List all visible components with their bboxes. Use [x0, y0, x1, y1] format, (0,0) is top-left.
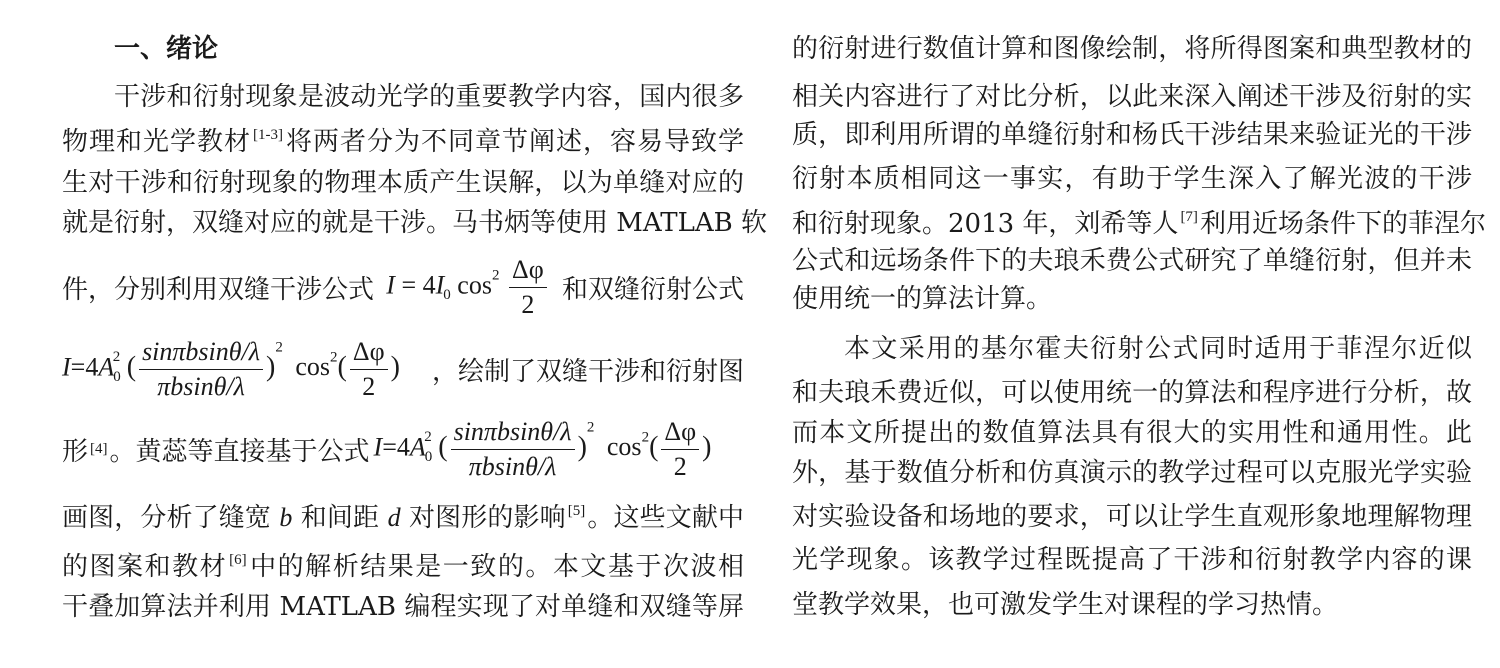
math-symbol: 4 — [85, 351, 99, 381]
fraction-numerator: Δφ — [509, 257, 547, 288]
fraction-numerator: sinπbsinθ/λ — [451, 419, 575, 450]
math-superscript: 2 — [275, 338, 283, 355]
math-symbol: A — [409, 431, 426, 461]
math-symbol: I — [373, 431, 383, 461]
math-symbol: cos — [457, 269, 492, 299]
fraction — [509, 254, 547, 319]
math-superscript: 2 — [112, 348, 121, 365]
formula-line-3 — [62, 418, 744, 480]
math-superscript: 2 — [330, 348, 338, 365]
math-subscript: 0 — [113, 368, 121, 385]
math-symbol: 4 — [396, 431, 410, 461]
paragraph-line: 而本文所提出的数值算法具有很大的实用性和通用性。此 — [792, 418, 1472, 448]
text-span: 形 — [62, 436, 89, 467]
math-paren: ( — [649, 430, 659, 462]
math-paren: ) — [266, 350, 276, 382]
paragraph-line: 本文采用的基尔霍夫衍射公式同时适用于菲涅尔近似 — [844, 334, 1472, 364]
text-span: 物理和光学教材 — [62, 127, 251, 157]
variable: d — [387, 503, 401, 532]
fraction-denominator: 2 — [362, 371, 376, 401]
fraction-numerator: Δφ — [661, 419, 699, 450]
citation: [4] — [90, 440, 108, 457]
paragraph-line: 堂教学效果，也可激发学生对课程的学习热情。 — [792, 590, 1339, 620]
text-span: 利用近场条件下的菲涅尔 — [1199, 209, 1486, 239]
text-span: 和间距 — [300, 503, 380, 533]
text-span: 中的解析结果是一致的。本文基于次波相 — [248, 552, 744, 582]
fraction-denominator: πbsinθ/λ — [468, 451, 557, 481]
math-superscript: 2 — [424, 428, 432, 445]
text-span: 和双缝衍射公式 — [561, 274, 744, 305]
math-symbol: cos — [606, 431, 642, 461]
text-span: 画图，分析了缝宽 — [62, 503, 272, 533]
math-paren: ) — [577, 430, 587, 462]
math-paren: ) — [702, 430, 712, 462]
citation: [1-3] — [253, 127, 283, 143]
variable: b — [279, 503, 293, 532]
math-symbol: = — [70, 351, 86, 381]
math-superscript: 2 — [641, 428, 650, 445]
math-symbol: = — [382, 431, 397, 461]
formula-line-2 — [62, 338, 744, 400]
text-span: ，绘制了双缝干涉和衍射图 — [431, 356, 744, 387]
math-symbol: 4 — [422, 269, 436, 299]
text-span: 。这些文献中 — [587, 503, 744, 533]
paragraph-line: 干涉和衍射现象是波动光学的重要教学内容，国内很多 — [114, 82, 744, 112]
math-symbol: = — [401, 269, 417, 299]
interference-formula — [386, 254, 549, 319]
paragraph-line: 对实验设备和场地的要求，可以让学生直观形象地理解物理 — [792, 502, 1472, 532]
paragraph-line — [792, 202, 1486, 239]
citation: [7] — [1180, 209, 1198, 225]
math-symbol: I — [62, 351, 71, 381]
paragraph-line: 就是衍射，双缝对应的就是干涉。马书炳等使用 MATLAB 软 — [62, 208, 767, 238]
paragraph-line — [62, 545, 744, 582]
math-paren: ( — [337, 350, 347, 382]
diffraction-formula — [62, 336, 400, 401]
fraction-denominator: 2 — [673, 451, 687, 481]
paragraph-line: 公式和远场条件下的夫琅禾费公式研究了单缝衍射，但并未 — [792, 246, 1472, 276]
text-span: 将两者分为不同章节阐述，容易导致学 — [285, 127, 744, 157]
paragraph-line: 相关内容进行了对比分析，以此来深入阐述干涉及衍射的实 — [792, 82, 1472, 112]
paragraph-line: 和夫琅禾费近似，可以使用统一的算法和程序进行分析，故 — [792, 378, 1472, 408]
fraction-numerator: sinπbsinθ/λ — [139, 339, 263, 370]
text-span: 对图形的影响 — [408, 503, 566, 533]
section-heading: 一、绪论 — [114, 34, 219, 64]
math-paren: ) — [390, 350, 400, 382]
math-subscript: 0 — [443, 286, 451, 303]
text-span: 和衍射现象。2013 年，刘希等人 — [792, 209, 1179, 239]
text-span: 件，分别利用双缝干涉公式 — [62, 274, 375, 305]
fraction — [661, 416, 699, 481]
paragraph-line — [62, 120, 744, 157]
citation: [5] — [567, 503, 586, 519]
math-paren: ( — [438, 430, 448, 462]
paragraph-line: 干叠加算法并利用 MATLAB 编程实现了对单缝和双缝等屏 — [62, 592, 744, 622]
fraction-denominator: 2 — [521, 289, 535, 319]
paragraph-line: 生对干涉和衍射现象的物理本质产生误解，以为单缝对应的 — [62, 168, 744, 198]
paragraph-line: 衍射本质相同这一事实，有助于学生深入了解光波的干涉 — [792, 164, 1472, 194]
citation: [6] — [229, 552, 247, 568]
paragraph-line — [62, 496, 744, 533]
math-paren: ( — [126, 350, 137, 382]
paragraph-line: 外，基于数值分析和仿真演示的教学过程可以克服光学实验 — [792, 458, 1472, 488]
math-symbol: I — [386, 269, 395, 299]
formula-line-1 — [62, 256, 744, 318]
math-subscript: 0 — [424, 448, 433, 465]
fraction-denominator: πbsinθ/λ — [157, 371, 245, 401]
fraction — [350, 336, 388, 401]
fraction-numerator: Δφ — [350, 339, 388, 370]
math-superscript: 2 — [491, 266, 500, 283]
math-symbol: cos — [295, 351, 331, 381]
paragraph-line: 的衍射进行数值计算和图像绘制，将所得图案和典型教材的 — [792, 34, 1472, 64]
paragraph-line: 光学现象。该教学过程既提高了干涉和衍射教学内容的课 — [792, 545, 1472, 575]
huang-formula — [373, 416, 712, 481]
text-span: 。黄蕊等直接基于公式 — [109, 436, 370, 467]
paragraph-line: 质，即利用所谓的单缝衍射和杨氏干涉结果来验证光的干涉 — [792, 120, 1472, 150]
math-symbol: A — [98, 351, 115, 381]
text-span: 的图案和教材 — [62, 552, 228, 582]
math-superscript: 2 — [586, 418, 595, 435]
fraction — [139, 336, 263, 401]
fraction — [451, 416, 575, 481]
math-symbol: I — [435, 269, 445, 299]
paragraph-line: 使用统一的算法计算。 — [792, 284, 1053, 314]
